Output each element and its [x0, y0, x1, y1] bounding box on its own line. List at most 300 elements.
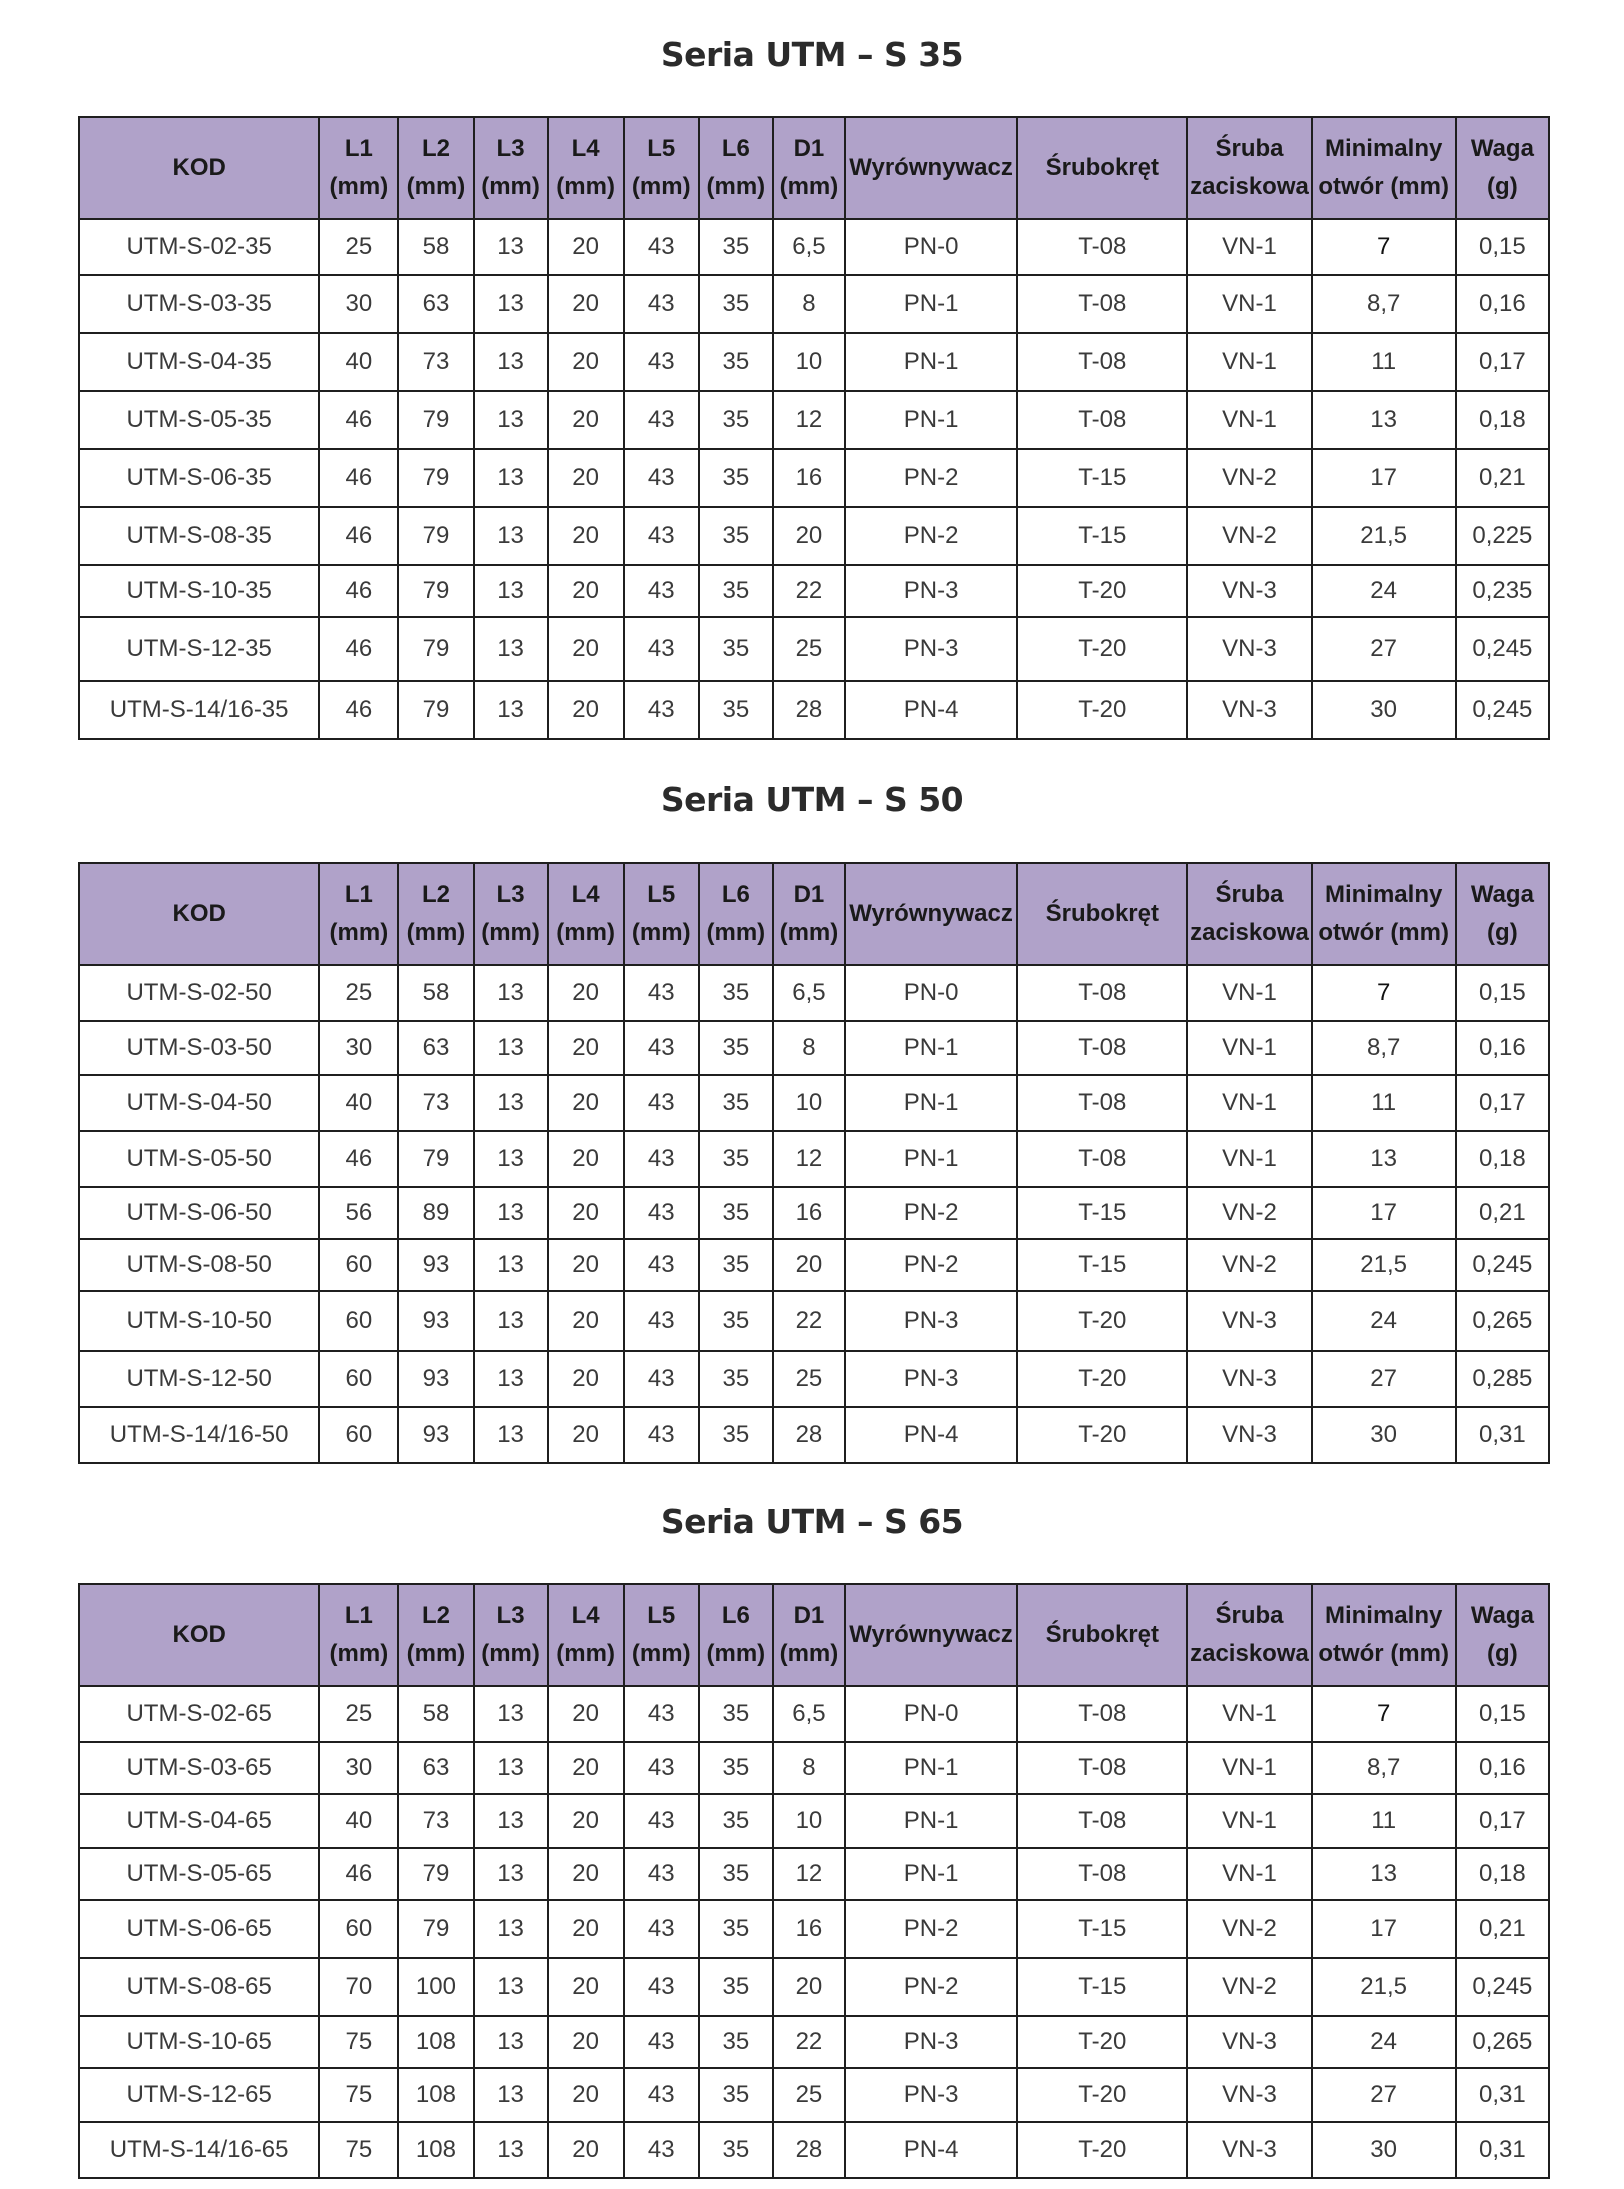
cell-l3: 13	[474, 275, 548, 333]
cell-waga: 0,245	[1456, 1958, 1549, 2016]
cell-l6: 35	[699, 1686, 773, 1742]
cell-l1: 25	[319, 219, 398, 275]
table-row	[79, 1742, 1549, 1794]
header-srubokret: Śrubokręt	[1017, 863, 1187, 965]
cell-srubokret: T-20	[1017, 2016, 1187, 2068]
cell-waga: 0,265	[1456, 2016, 1549, 2068]
cell-l1: 46	[319, 1131, 398, 1187]
cell-l4: 20	[548, 1742, 624, 1794]
cell-l4: 20	[548, 507, 624, 565]
cell-l1: 60	[319, 1900, 398, 1958]
header-kod: KOD	[79, 117, 319, 219]
cell-l4: 20	[548, 275, 624, 333]
cell-kod: UTM-S-03-50	[79, 1021, 319, 1075]
cell-srubokret: T-20	[1017, 1351, 1187, 1407]
cell-l6: 35	[699, 1131, 773, 1187]
cell-kod: UTM-S-03-35	[79, 275, 319, 333]
cell-minimalny-otwor: 13	[1312, 1848, 1456, 1900]
cell-l3: 13	[474, 219, 548, 275]
cell-l5: 43	[624, 565, 699, 617]
cell-l3: 13	[474, 617, 548, 681]
cell-sruba-zaciskowa: VN-3	[1187, 1407, 1311, 1463]
cell-l2: 73	[398, 1075, 473, 1131]
cell-l4: 20	[548, 1900, 624, 1958]
cell-l6: 35	[699, 1407, 773, 1463]
table-row	[79, 1351, 1549, 1407]
cell-minimalny-otwor: 30	[1312, 681, 1456, 739]
cell-d1: 22	[773, 2016, 845, 2068]
cell-l5: 43	[624, 219, 699, 275]
cell-l1: 60	[319, 1239, 398, 1291]
cell-l3: 13	[474, 1131, 548, 1187]
cell-sruba-zaciskowa: VN-1	[1187, 1131, 1311, 1187]
cell-l2: 58	[398, 965, 473, 1021]
cell-l5: 43	[624, 965, 699, 1021]
cell-l1: 40	[319, 1075, 398, 1131]
cell-kod: UTM-S-08-65	[79, 1958, 319, 2016]
cell-sruba-zaciskowa: VN-1	[1187, 219, 1311, 275]
cell-l6: 35	[699, 1187, 773, 1239]
table-row	[79, 1794, 1549, 1848]
cell-minimalny-otwor: 7	[1312, 965, 1456, 1021]
cell-sruba-zaciskowa: VN-2	[1187, 1900, 1311, 1958]
cell-l4: 20	[548, 1291, 624, 1351]
header-l6: L6 (mm)	[699, 863, 773, 965]
cell-l3: 13	[474, 1021, 548, 1075]
cell-wyrownywacz: PN-3	[845, 2068, 1017, 2122]
cell-l4: 20	[548, 1686, 624, 1742]
header-wyrownywacz: Wyrównywacz	[845, 863, 1017, 965]
header-l5: L5 (mm)	[624, 1584, 699, 1686]
cell-kod: UTM-S-06-50	[79, 1187, 319, 1239]
cell-srubokret: T-08	[1017, 1686, 1187, 1742]
header-l6: L6 (mm)	[699, 117, 773, 219]
cell-minimalny-otwor: 27	[1312, 617, 1456, 681]
cell-sruba-zaciskowa: VN-1	[1187, 965, 1311, 1021]
header-kod: KOD	[79, 1584, 319, 1686]
cell-l2: 79	[398, 507, 473, 565]
cell-d1: 12	[773, 1131, 845, 1187]
cell-l2: 108	[398, 2016, 473, 2068]
cell-l6: 35	[699, 681, 773, 739]
cell-sruba-zaciskowa: VN-2	[1187, 507, 1311, 565]
cell-l2: 63	[398, 1742, 473, 1794]
cell-l5: 43	[624, 507, 699, 565]
cell-srubokret: T-08	[1017, 1848, 1187, 1900]
cell-kod: UTM-S-10-35	[79, 565, 319, 617]
cell-sruba-zaciskowa: VN-3	[1187, 565, 1311, 617]
cell-l6: 35	[699, 565, 773, 617]
header-l4: L4 (mm)	[548, 1584, 624, 1686]
cell-d1: 6,5	[773, 219, 845, 275]
cell-l2: 73	[398, 1794, 473, 1848]
cell-l5: 43	[624, 1239, 699, 1291]
cell-wyrownywacz: PN-1	[845, 1021, 1017, 1075]
cell-l4: 20	[548, 219, 624, 275]
cell-l6: 35	[699, 1848, 773, 1900]
cell-d1: 8	[773, 1742, 845, 1794]
table-row	[79, 391, 1549, 449]
cell-l4: 20	[548, 449, 624, 507]
cell-d1: 16	[773, 1900, 845, 1958]
cell-l3: 13	[474, 565, 548, 617]
cell-l4: 20	[548, 1351, 624, 1407]
cell-kod: UTM-S-06-35	[79, 449, 319, 507]
section-title-s50: Seria UTM – S 50	[660, 780, 964, 819]
cell-l4: 20	[548, 1239, 624, 1291]
cell-l3: 13	[474, 1686, 548, 1742]
header-wyrownywacz: Wyrównywacz	[845, 117, 1017, 219]
cell-minimalny-otwor: 17	[1312, 1900, 1456, 1958]
header-l6: L6 (mm)	[699, 1584, 773, 1686]
cell-l4: 20	[548, 1407, 624, 1463]
cell-d1: 20	[773, 1239, 845, 1291]
cell-l3: 13	[474, 1351, 548, 1407]
header-srubokret: Śrubokręt	[1017, 117, 1187, 219]
header-sruba-zaciskowa: Śruba zaciskowa	[1187, 1584, 1311, 1686]
cell-l5: 43	[624, 1742, 699, 1794]
cell-l5: 43	[624, 1075, 699, 1131]
cell-waga: 0,21	[1456, 1187, 1549, 1239]
cell-sruba-zaciskowa: VN-2	[1187, 1239, 1311, 1291]
cell-l1: 60	[319, 1407, 398, 1463]
cell-srubokret: T-08	[1017, 391, 1187, 449]
cell-l4: 20	[548, 565, 624, 617]
cell-l4: 20	[548, 681, 624, 739]
cell-l1: 30	[319, 1021, 398, 1075]
cell-l2: 79	[398, 617, 473, 681]
cell-srubokret: T-08	[1017, 1742, 1187, 1794]
cell-d1: 28	[773, 2122, 845, 2178]
cell-sruba-zaciskowa: VN-2	[1187, 449, 1311, 507]
cell-l2: 108	[398, 2122, 473, 2178]
cell-d1: 20	[773, 1958, 845, 2016]
cell-l3: 13	[474, 965, 548, 1021]
cell-l2: 79	[398, 391, 473, 449]
cell-l3: 13	[474, 391, 548, 449]
cell-l2: 58	[398, 219, 473, 275]
cell-d1: 25	[773, 617, 845, 681]
header-d1: D1 (mm)	[773, 863, 845, 965]
cell-d1: 22	[773, 1291, 845, 1351]
cell-l6: 35	[699, 275, 773, 333]
cell-l3: 13	[474, 333, 548, 391]
cell-d1: 16	[773, 449, 845, 507]
cell-l5: 43	[624, 1794, 699, 1848]
cell-l5: 43	[624, 1351, 699, 1407]
cell-l1: 75	[319, 2068, 398, 2122]
cell-l3: 13	[474, 1187, 548, 1239]
cell-wyrownywacz: PN-2	[845, 1900, 1017, 1958]
cell-wyrownywacz: PN-2	[845, 1958, 1017, 2016]
spec-table-s35	[78, 116, 1550, 740]
cell-l2: 63	[398, 275, 473, 333]
cell-d1: 25	[773, 2068, 845, 2122]
cell-l4: 20	[548, 1021, 624, 1075]
cell-l2: 79	[398, 1900, 473, 1958]
cell-l5: 43	[624, 1686, 699, 1742]
cell-l3: 13	[474, 507, 548, 565]
header-waga: Waga (g)	[1456, 863, 1549, 965]
cell-waga: 0,31	[1456, 2068, 1549, 2122]
cell-kod: UTM-S-14/16-35	[79, 681, 319, 739]
table-row	[79, 1075, 1549, 1131]
cell-kod: UTM-S-02-35	[79, 219, 319, 275]
cell-l2: 79	[398, 449, 473, 507]
cell-waga: 0,16	[1456, 275, 1549, 333]
cell-l5: 43	[624, 275, 699, 333]
table-row	[79, 1131, 1549, 1187]
cell-l5: 43	[624, 1848, 699, 1900]
cell-waga: 0,17	[1456, 1794, 1549, 1848]
cell-l3: 13	[474, 1900, 548, 1958]
cell-d1: 10	[773, 333, 845, 391]
cell-l4: 20	[548, 1848, 624, 1900]
cell-l6: 35	[699, 1075, 773, 1131]
cell-minimalny-otwor: 13	[1312, 1131, 1456, 1187]
cell-d1: 12	[773, 391, 845, 449]
table-row	[79, 2068, 1549, 2122]
cell-l2: 93	[398, 1291, 473, 1351]
cell-d1: 22	[773, 565, 845, 617]
cell-wyrownywacz: PN-1	[845, 333, 1017, 391]
cell-waga: 0,21	[1456, 449, 1549, 507]
cell-l1: 25	[319, 1686, 398, 1742]
cell-sruba-zaciskowa: VN-1	[1187, 1794, 1311, 1848]
header-l1: L1 (mm)	[319, 1584, 398, 1686]
header-l2: L2 (mm)	[398, 117, 473, 219]
cell-wyrownywacz: PN-3	[845, 1291, 1017, 1351]
cell-waga: 0,17	[1456, 333, 1549, 391]
cell-l4: 20	[548, 333, 624, 391]
cell-l6: 35	[699, 965, 773, 1021]
cell-kod: UTM-S-12-35	[79, 617, 319, 681]
table-row	[79, 1900, 1549, 1958]
cell-waga: 0,18	[1456, 391, 1549, 449]
cell-l6: 35	[699, 1958, 773, 2016]
cell-wyrownywacz: PN-3	[845, 2016, 1017, 2068]
cell-kod: UTM-S-05-50	[79, 1131, 319, 1187]
cell-sruba-zaciskowa: VN-1	[1187, 391, 1311, 449]
cell-wyrownywacz: PN-2	[845, 449, 1017, 507]
cell-sruba-zaciskowa: VN-3	[1187, 1351, 1311, 1407]
cell-minimalny-otwor: 11	[1312, 333, 1456, 391]
cell-srubokret: T-20	[1017, 617, 1187, 681]
table-row	[79, 275, 1549, 333]
cell-sruba-zaciskowa: VN-1	[1187, 1848, 1311, 1900]
header-l5: L5 (mm)	[624, 863, 699, 965]
header-row	[79, 1584, 1549, 1686]
cell-l2: 100	[398, 1958, 473, 2016]
table-row	[79, 1187, 1549, 1239]
cell-d1: 8	[773, 1021, 845, 1075]
cell-waga: 0,18	[1456, 1131, 1549, 1187]
table-row	[79, 449, 1549, 507]
cell-waga: 0,15	[1456, 1686, 1549, 1742]
cell-l5: 43	[624, 617, 699, 681]
header-l3: L3 (mm)	[474, 863, 548, 965]
cell-waga: 0,245	[1456, 681, 1549, 739]
cell-l1: 46	[319, 507, 398, 565]
cell-l2: 79	[398, 1131, 473, 1187]
cell-l4: 20	[548, 965, 624, 1021]
cell-wyrownywacz: PN-3	[845, 565, 1017, 617]
cell-kod: UTM-S-04-35	[79, 333, 319, 391]
cell-waga: 0,15	[1456, 219, 1549, 275]
cell-kod: UTM-S-12-50	[79, 1351, 319, 1407]
cell-waga: 0,225	[1456, 507, 1549, 565]
cell-wyrownywacz: PN-2	[845, 1239, 1017, 1291]
cell-waga: 0,16	[1456, 1021, 1549, 1075]
cell-l5: 43	[624, 1131, 699, 1187]
cell-l1: 46	[319, 449, 398, 507]
cell-l2: 79	[398, 565, 473, 617]
cell-kod: UTM-S-02-65	[79, 1686, 319, 1742]
cell-l1: 46	[319, 681, 398, 739]
cell-l5: 43	[624, 681, 699, 739]
cell-d1: 6,5	[773, 1686, 845, 1742]
spec-table-s50	[78, 862, 1550, 1464]
cell-srubokret: T-08	[1017, 1021, 1187, 1075]
cell-waga: 0,285	[1456, 1351, 1549, 1407]
cell-l5: 43	[624, 1958, 699, 2016]
cell-minimalny-otwor: 24	[1312, 1291, 1456, 1351]
cell-l5: 43	[624, 2016, 699, 2068]
cell-l5: 43	[624, 1900, 699, 1958]
cell-waga: 0,31	[1456, 2122, 1549, 2178]
cell-kod: UTM-S-04-65	[79, 1794, 319, 1848]
table-row	[79, 1407, 1549, 1463]
cell-minimalny-otwor: 13	[1312, 391, 1456, 449]
header-d1: D1 (mm)	[773, 117, 845, 219]
cell-wyrownywacz: PN-1	[845, 1131, 1017, 1187]
cell-l6: 35	[699, 2016, 773, 2068]
cell-l5: 43	[624, 1021, 699, 1075]
header-waga: Waga (g)	[1456, 117, 1549, 219]
cell-d1: 28	[773, 681, 845, 739]
table-row	[79, 2016, 1549, 2068]
header-minimalny-otwor: Minimalny otwór (mm)	[1312, 863, 1456, 965]
header-l2: L2 (mm)	[398, 1584, 473, 1686]
cell-wyrownywacz: PN-1	[845, 1794, 1017, 1848]
cell-srubokret: T-15	[1017, 1900, 1187, 1958]
header-kod: KOD	[79, 863, 319, 965]
cell-minimalny-otwor: 17	[1312, 1187, 1456, 1239]
cell-srubokret: T-15	[1017, 1187, 1187, 1239]
cell-sruba-zaciskowa: VN-2	[1187, 1187, 1311, 1239]
cell-srubokret: T-20	[1017, 565, 1187, 617]
table-row	[79, 681, 1549, 739]
cell-l2: 93	[398, 1407, 473, 1463]
spec-table-s65	[78, 1583, 1550, 2179]
header-minimalny-otwor: Minimalny otwór (mm)	[1312, 1584, 1456, 1686]
cell-kod: UTM-S-05-35	[79, 391, 319, 449]
header-l4: L4 (mm)	[548, 117, 624, 219]
cell-l5: 43	[624, 1407, 699, 1463]
cell-l3: 13	[474, 2122, 548, 2178]
cell-l6: 35	[699, 2122, 773, 2178]
cell-wyrownywacz: PN-0	[845, 219, 1017, 275]
cell-srubokret: T-08	[1017, 1075, 1187, 1131]
cell-l3: 13	[474, 2016, 548, 2068]
cell-l1: 60	[319, 1291, 398, 1351]
cell-srubokret: T-08	[1017, 1131, 1187, 1187]
table-row	[79, 565, 1549, 617]
cell-l3: 13	[474, 2068, 548, 2122]
table-row	[79, 1686, 1549, 1742]
cell-sruba-zaciskowa: VN-1	[1187, 1021, 1311, 1075]
header-row	[79, 863, 1549, 965]
cell-wyrownywacz: PN-1	[845, 391, 1017, 449]
cell-srubokret: T-15	[1017, 449, 1187, 507]
cell-minimalny-otwor: 8,7	[1312, 1021, 1456, 1075]
cell-srubokret: T-08	[1017, 965, 1187, 1021]
table-row	[79, 1239, 1549, 1291]
cell-l6: 35	[699, 219, 773, 275]
cell-l4: 20	[548, 2016, 624, 2068]
cell-l2: 108	[398, 2068, 473, 2122]
cell-d1: 8	[773, 275, 845, 333]
cell-waga: 0,17	[1456, 1075, 1549, 1131]
cell-l1: 40	[319, 333, 398, 391]
section-title-s65: Seria UTM – S 65	[660, 1502, 964, 1541]
cell-sruba-zaciskowa: VN-3	[1187, 2068, 1311, 2122]
cell-srubokret: T-08	[1017, 333, 1187, 391]
cell-sruba-zaciskowa: VN-1	[1187, 1742, 1311, 1794]
header-sruba-zaciskowa: Śruba zaciskowa	[1187, 117, 1311, 219]
table-row	[79, 219, 1549, 275]
cell-minimalny-otwor: 21,5	[1312, 1958, 1456, 2016]
cell-srubokret: T-15	[1017, 507, 1187, 565]
cell-wyrownywacz: PN-3	[845, 617, 1017, 681]
cell-kod: UTM-S-12-65	[79, 2068, 319, 2122]
cell-l4: 20	[548, 617, 624, 681]
cell-srubokret: T-20	[1017, 2068, 1187, 2122]
cell-sruba-zaciskowa: VN-1	[1187, 333, 1311, 391]
cell-l1: 60	[319, 1351, 398, 1407]
cell-l1: 25	[319, 965, 398, 1021]
table-row	[79, 333, 1549, 391]
cell-wyrownywacz: PN-1	[845, 1075, 1017, 1131]
header-row	[79, 117, 1549, 219]
table-row	[79, 965, 1549, 1021]
header-minimalny-otwor: Minimalny otwór (mm)	[1312, 117, 1456, 219]
cell-l3: 13	[474, 1291, 548, 1351]
cell-l5: 43	[624, 1291, 699, 1351]
header-d1: D1 (mm)	[773, 1584, 845, 1686]
table-row	[79, 1958, 1549, 2016]
cell-l6: 35	[699, 617, 773, 681]
cell-d1: 10	[773, 1794, 845, 1848]
cell-minimalny-otwor: 11	[1312, 1794, 1456, 1848]
cell-minimalny-otwor: 7	[1312, 1686, 1456, 1742]
cell-l3: 13	[474, 1958, 548, 2016]
cell-l4: 20	[548, 1131, 624, 1187]
cell-l1: 70	[319, 1958, 398, 2016]
cell-minimalny-otwor: 27	[1312, 2068, 1456, 2122]
cell-sruba-zaciskowa: VN-3	[1187, 617, 1311, 681]
cell-srubokret: T-20	[1017, 1407, 1187, 1463]
header-l2: L2 (mm)	[398, 863, 473, 965]
cell-l1: 46	[319, 1848, 398, 1900]
cell-l6: 35	[699, 449, 773, 507]
cell-l5: 43	[624, 2068, 699, 2122]
cell-wyrownywacz: PN-0	[845, 965, 1017, 1021]
cell-l3: 13	[474, 1794, 548, 1848]
header-l3: L3 (mm)	[474, 1584, 548, 1686]
cell-minimalny-otwor: 7	[1312, 219, 1456, 275]
cell-l5: 43	[624, 1187, 699, 1239]
